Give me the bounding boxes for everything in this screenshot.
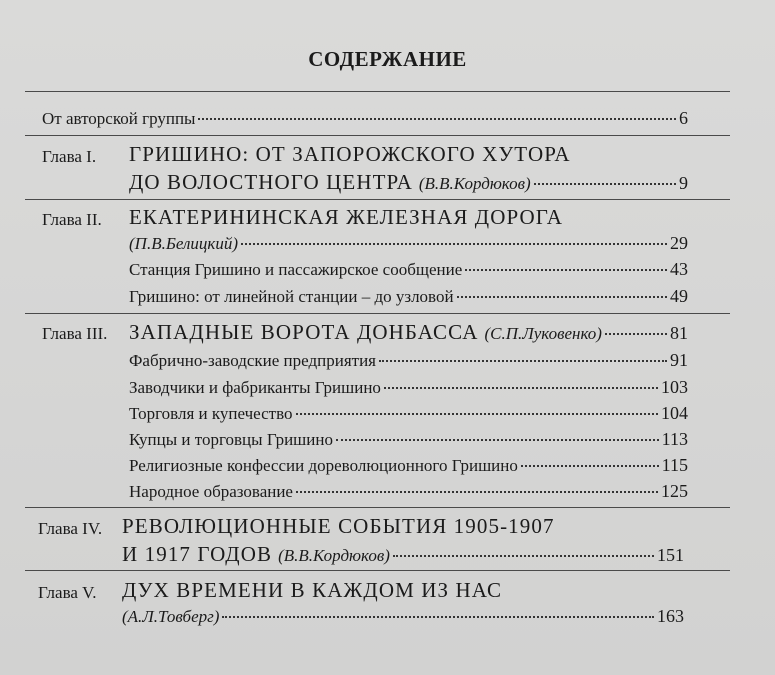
- chapter-title: ЗАПАДНЫЕ ВОРОТА ДОНБАССА: [129, 320, 479, 344]
- chapter-author: (В.В.Кордюков): [278, 546, 390, 565]
- leader-dots: [457, 296, 667, 298]
- section-title: Станция Гришино и пассажирское сообщение: [129, 260, 463, 279]
- toc-section[interactable]: [129, 429, 688, 450]
- toc-entry-chapter-1[interactable]: [129, 170, 688, 195]
- page-number: 91: [670, 350, 688, 370]
- page-number: 151: [657, 545, 684, 565]
- page-number: 43: [670, 259, 688, 279]
- chapter-label: Глава V.: [38, 583, 97, 602]
- page-number: 29: [670, 233, 688, 253]
- divider: [25, 313, 730, 314]
- leader-dots: [393, 555, 654, 557]
- section-title: Заводчики и фабриканты Гришино: [129, 378, 381, 397]
- leader-dots: [198, 118, 676, 120]
- toc-section[interactable]: [129, 403, 688, 424]
- chapter-label: Глава III.: [42, 324, 108, 343]
- leader-dots: [534, 183, 676, 185]
- chapter-title-continued: ДО ВОЛОСТНОГО ЦЕНТРА: [129, 170, 413, 194]
- chapter-label: Глава II.: [42, 210, 102, 229]
- chapter-author: (С.П.Луковенко): [484, 324, 602, 343]
- toc-section[interactable]: [129, 481, 688, 502]
- toc-section[interactable]: [129, 259, 688, 280]
- chapter-title[interactable]: ДУХ ВРЕМЕНИ В КАЖДОМ ИЗ НАС: [122, 578, 503, 602]
- chapter-author: (П.В.Белицкий): [129, 234, 238, 253]
- chapter-label: Глава IV.: [38, 519, 103, 538]
- toc-entry-chapter-4[interactable]: [122, 542, 684, 567]
- leader-dots: [384, 387, 658, 389]
- chapter-title[interactable]: ГРИШИНО: ОТ ЗАПОРОЖСКОГО ХУТОРА: [129, 142, 571, 166]
- page-number: 115: [661, 455, 688, 475]
- leader-dots: [465, 269, 667, 271]
- chapter-title[interactable]: РЕВОЛЮЦИОННЫЕ СОБЫТИЯ 1905-1907: [122, 514, 555, 538]
- page-number: 49: [670, 286, 688, 306]
- page-title: СОДЕРЖАНИЕ: [308, 47, 467, 71]
- divider: [25, 91, 730, 92]
- chapter-title-continued: И 1917 ГОДОВ: [122, 542, 273, 566]
- leader-dots: [222, 616, 654, 618]
- divider: [25, 199, 730, 200]
- leader-dots: [296, 413, 658, 415]
- leader-dots: [521, 465, 659, 467]
- section-title: Фабрично-заводские предприятия: [129, 351, 376, 370]
- toc-entry-chapter-3[interactable]: [42, 320, 688, 345]
- section-title: Торговля и купечество: [129, 404, 293, 423]
- divider: [25, 570, 730, 571]
- page-number: 6: [679, 108, 688, 128]
- leader-dots: [296, 491, 658, 493]
- chapter-label: Глава I.: [42, 147, 97, 166]
- page-number: 125: [661, 481, 688, 501]
- leader-dots: [241, 243, 667, 245]
- toc-entry-intro[interactable]: [42, 108, 688, 129]
- toc-section[interactable]: [129, 350, 688, 371]
- page-number: 103: [661, 377, 688, 397]
- toc-entry-chapter-5[interactable]: [122, 606, 684, 627]
- toc-section[interactable]: [129, 455, 688, 476]
- chapter-author: (А.Л.Товберг): [122, 607, 220, 626]
- leader-dots: [605, 333, 667, 335]
- leader-dots: [379, 360, 667, 362]
- leader-dots: [336, 439, 659, 441]
- section-title: Купцы и торговцы Гришино: [129, 430, 333, 449]
- page-number: 113: [661, 429, 688, 449]
- toc-entry-title: От авторской группы: [42, 109, 196, 128]
- page-number: 104: [661, 403, 688, 423]
- section-title: Религиозные конфессии дореволюционного Гришино: [129, 456, 518, 475]
- chapter-author: (В.В.Кордюков): [418, 174, 531, 193]
- page-number: 163: [657, 606, 684, 626]
- section-title: Гришино: от линейной станции – до узловой: [129, 287, 454, 306]
- toc-section[interactable]: [129, 377, 688, 398]
- chapter-title[interactable]: ЕКАТЕРИНИНСКАЯ ЖЕЛЕЗНАЯ ДОРОГА: [129, 205, 563, 229]
- page-number: 9: [679, 173, 688, 193]
- section-title: Народное образование: [129, 482, 293, 501]
- divider: [25, 135, 730, 136]
- toc-entry-chapter-2[interactable]: [129, 233, 688, 254]
- divider: [25, 507, 730, 508]
- toc-section[interactable]: [129, 286, 688, 307]
- page-number: 81: [670, 323, 688, 343]
